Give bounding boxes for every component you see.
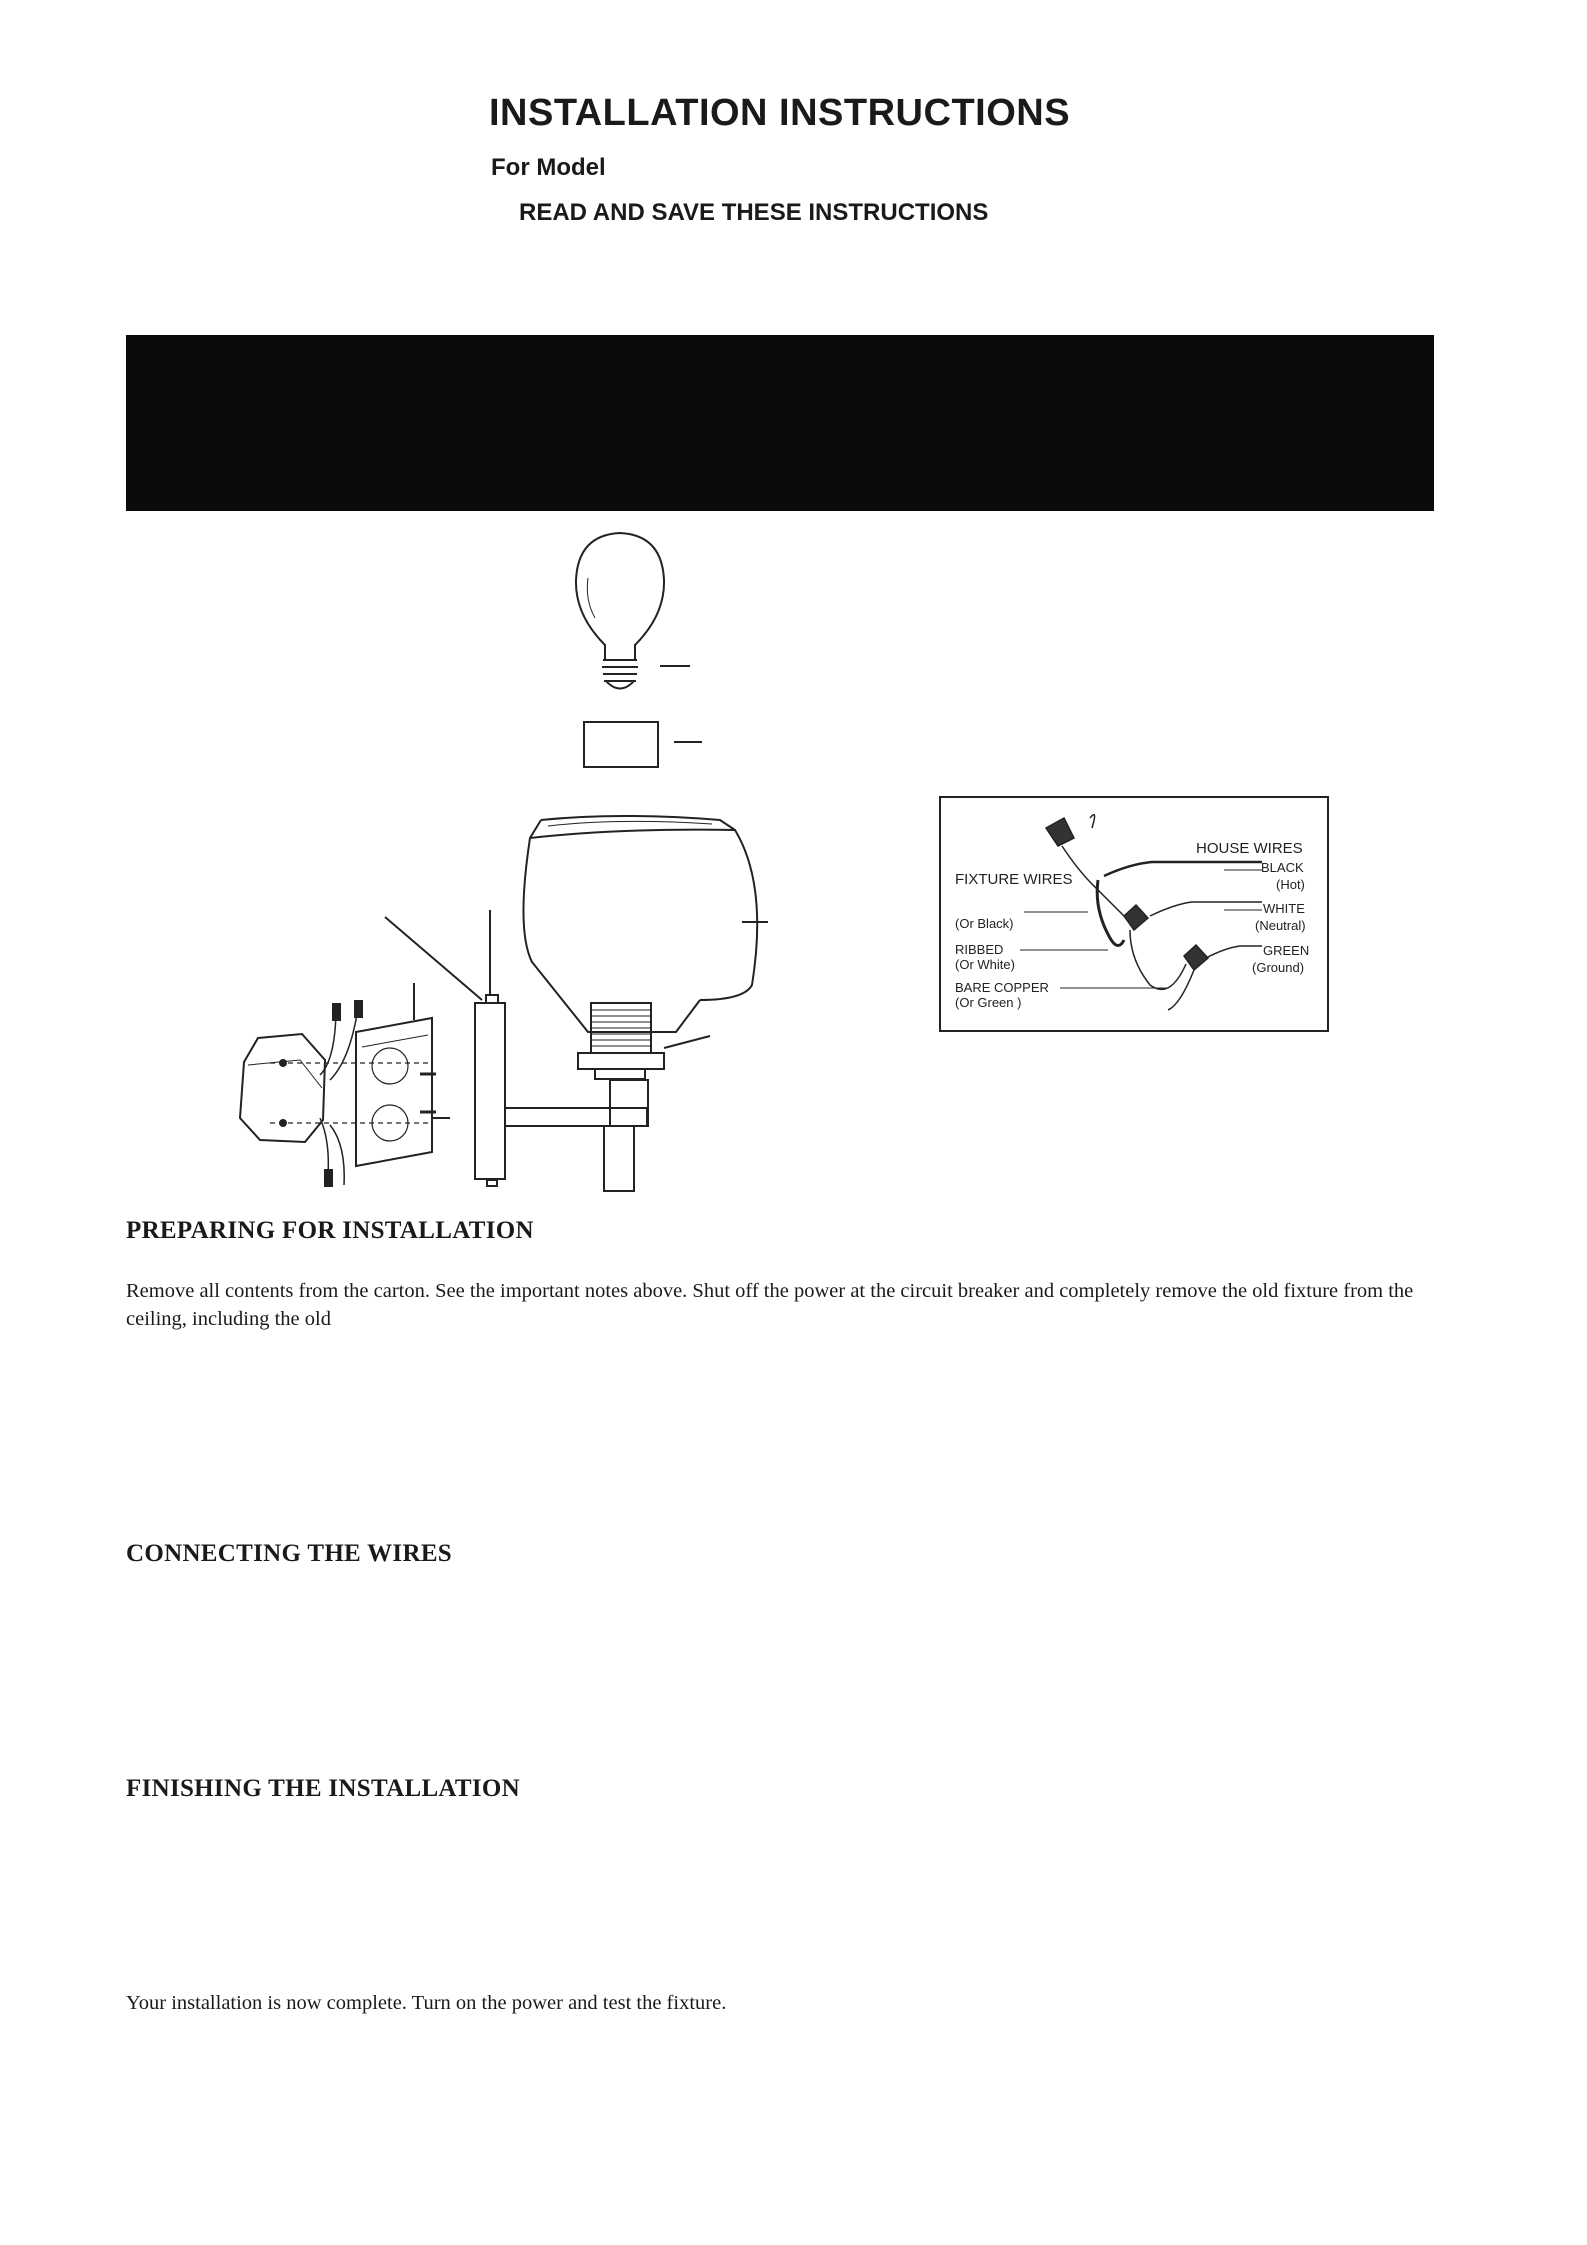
house-wires-label: HOUSE WIRES: [1196, 840, 1303, 857]
fixture-wires-label: FIXTURE WIRES: [955, 871, 1073, 888]
wire-nut-icon: [1124, 905, 1148, 930]
model-label: For Model: [491, 154, 606, 181]
section-heading-preparing: PREPARING FOR INSTALLATION: [126, 1217, 534, 1244]
section-heading-connecting: CONNECTING THE WIRES: [126, 1540, 452, 1567]
preparing-paragraph: Remove all contents from the carton. See the important notes above. Shut off the power at the circuit breaker and completely remove the old fixture from the ceiling, including the old: [126, 1280, 1414, 1330]
white-label: WHITE: [1263, 901, 1305, 916]
completion-paragraph: Your installation is now complete. Turn on the power and test the fixture.: [126, 1992, 727, 2014]
wire-nut-icon: [1184, 945, 1208, 970]
section-heading-finishing: FINISHING THE INSTALLATION: [126, 1775, 521, 1802]
wire-nut-icon: [1046, 818, 1074, 846]
read-save-notice: READ AND SAVE THESE INSTRUCTIONS: [519, 199, 989, 226]
page-title: INSTALLATION INSTRUCTIONS: [489, 92, 1071, 134]
or-green-label: (Or Green ): [955, 995, 1022, 1010]
neutral-label: (Neutral): [1255, 918, 1306, 933]
ground-label: (Ground): [1252, 960, 1305, 975]
or-black-label: (Or Black): [955, 916, 1014, 931]
bare-copper-label: BARE COPPER: [955, 980, 1049, 995]
ribbed-label: RIBBED: [955, 942, 1004, 957]
or-white-label: (Or White): [955, 957, 1015, 972]
black-label: BLACK: [1261, 860, 1304, 875]
green-label: GREEN: [1263, 943, 1310, 958]
hot-label: (Hot): [1276, 877, 1305, 892]
